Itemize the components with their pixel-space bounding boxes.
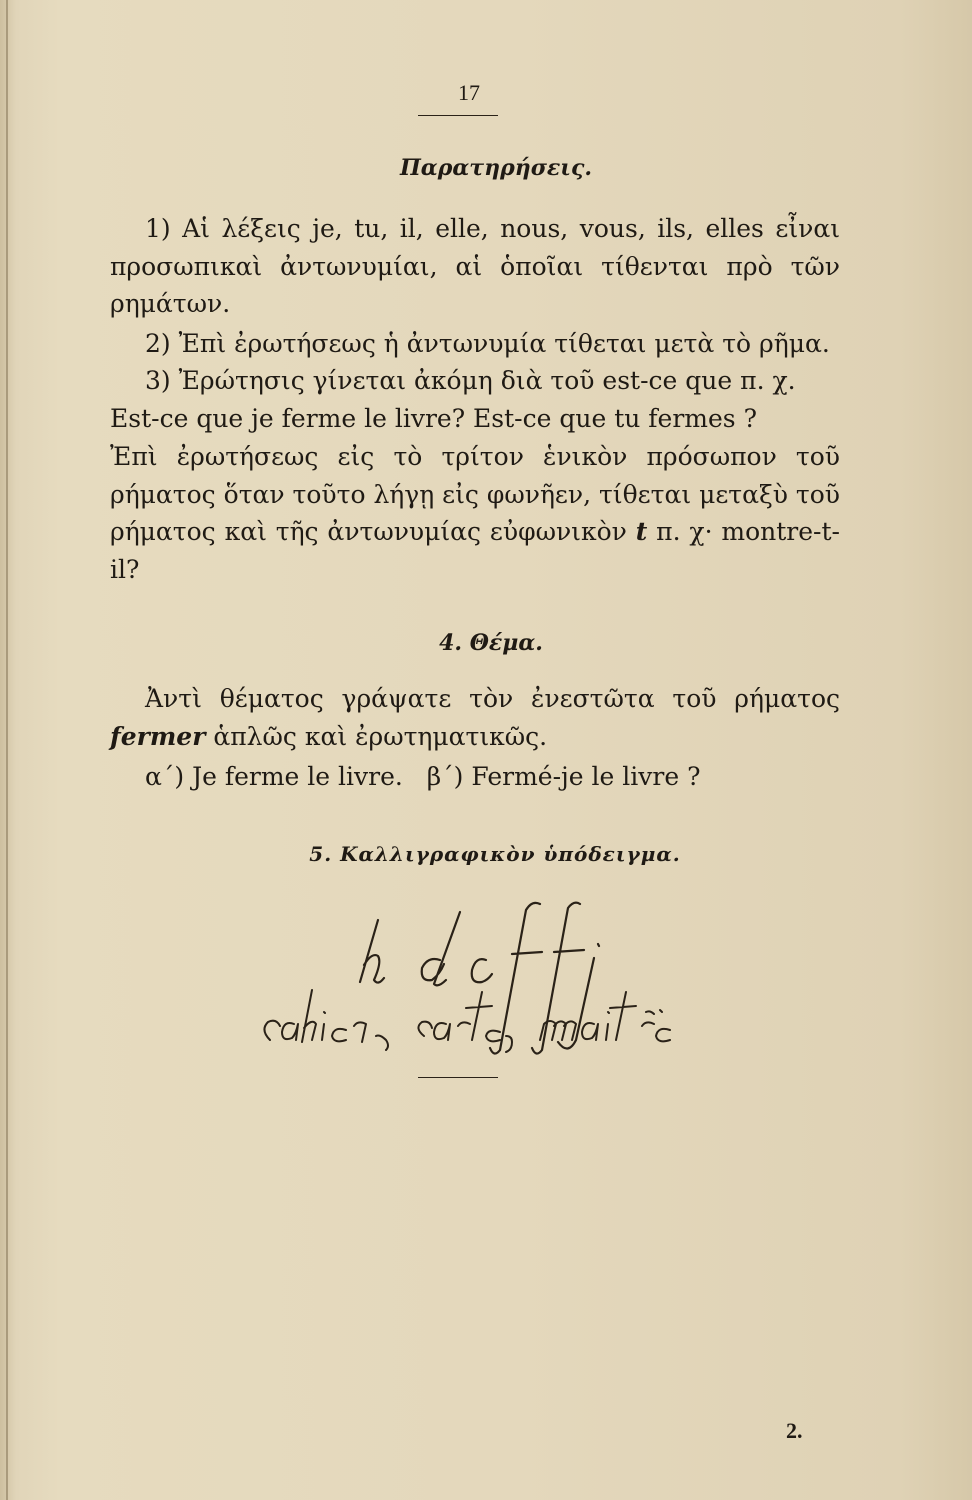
observation-2-text: 2) Ἐπὶ ἐρωτήσεως ἡ ἀντωνυμία τίθεται μετὰ τὸ ρῆμα. xyxy=(145,329,830,358)
theme-verb: fermer xyxy=(110,721,206,751)
euphonic-t: t xyxy=(635,517,648,546)
observation-3-continued xyxy=(110,438,840,588)
observations-heading: Παρατηρήσεις. xyxy=(400,155,592,181)
theme-instruction-b: ἁπλῶς καὶ ἐρωτηματικῶς. xyxy=(213,721,548,751)
page-number: 17 xyxy=(458,80,480,105)
calligraphy-heading: 5. Καλλιγραφικὸν ὑπόδειγμα. xyxy=(309,842,681,866)
observation-2 xyxy=(110,325,840,363)
calligraphy-words xyxy=(264,990,670,1052)
calligraphy-sample xyxy=(250,890,700,1060)
theme-heading: 4. Θέμα. xyxy=(439,630,543,656)
observation-3 xyxy=(110,362,840,437)
theme-examples xyxy=(110,758,840,796)
theme-instruction-a: Ἀντὶ θέματος γράψατε τὸν ἐνεστῶτα τοῦ ρήματος xyxy=(145,684,840,713)
observation-3-line-a: 3) Ἐρώτησις γίνεται ἀκόμη διὰ τοῦ est-ce que π. χ. xyxy=(145,366,796,395)
theme-instruction xyxy=(110,680,840,755)
observation-3-line-c: Ἐπὶ ἐρωτήσεως εἰς τὸ τρίτον ἑνικὸν πρόσωπον τοῦ ρήματος ὅταν τοῦτο λήγῃ εἰς φωνῆεν, τίθεται μεταξὺ τοῦ ρήματος καὶ τῆς ἀντωνυμίας εὐφωνικὸν xyxy=(110,442,840,546)
header-rule xyxy=(418,115,498,116)
closing-rule xyxy=(418,1077,498,1078)
signature-mark: 2. xyxy=(786,1418,803,1443)
example-a-label: α΄) xyxy=(145,762,185,791)
observation-3-line-d: π. χ· montre-t-il? xyxy=(110,517,840,584)
calligraphy-letters xyxy=(360,903,599,1054)
observation-3-line-b: Est-ce que je ferme le livre? Est-ce que tu fermes ? xyxy=(110,403,757,433)
example-b-text: Fermé-je le livre ? xyxy=(471,762,701,791)
example-b-label: β΄) xyxy=(426,762,464,791)
observation-1-text: 1) Αἱ λέξεις je, tu, il, elle, nous, vous, ils, elles εἶναι προσωπικαὶ ἀντωνυμίαι, αἱ ὁποῖαι τίθενται πρὸ τῶν ρημάτων. xyxy=(110,214,840,318)
observation-1 xyxy=(110,210,840,323)
example-a-text: Je ferme le livre. xyxy=(192,762,403,791)
